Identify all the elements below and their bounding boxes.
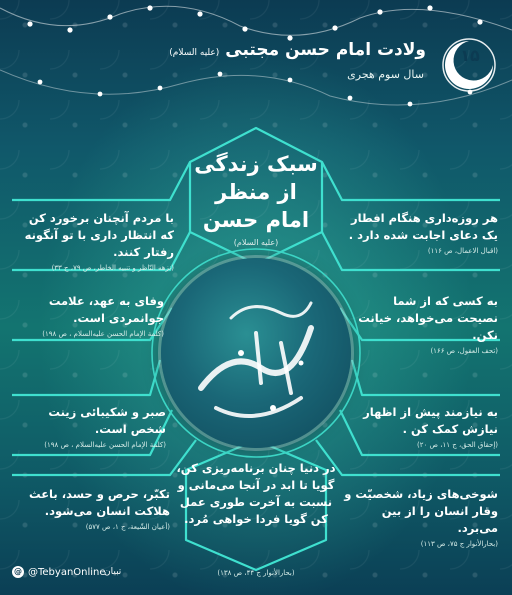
quote-text: وفای به عهد، علامت جوانمردی است. — [48, 294, 164, 325]
handle-text: @TebyanOnline — [28, 566, 106, 578]
quote-source: (تحف العقول، ص ۱۶۶) — [430, 347, 498, 355]
center-title-line2: از منظر — [215, 180, 297, 204]
quote-source: (اقبال الاعمال، ص ۱۱۶) — [427, 247, 498, 255]
quote-text: به نیازمند پیش از اظهار نیازش کمک کن . — [363, 405, 498, 436]
list-item — [352, 293, 498, 355]
quote-text: صبر و شکیبائی زینت شخص است. — [48, 405, 166, 436]
center-honorific: (علیه السلام) — [233, 238, 279, 247]
title-honorific: (علیه السلام) — [169, 48, 220, 58]
social-handle[interactable] — [12, 566, 106, 578]
center-title — [186, 150, 326, 234]
quote-text: هر روزه‌داری هنگام افطار یک دعای اجابت شده دارد . — [348, 211, 498, 242]
calligraphy-emblem — [161, 258, 351, 448]
calligraphy-art — [161, 258, 351, 448]
quote-text: به کسی که از شما نصیحت می‌خواهد، خیانت نکن. — [358, 294, 498, 342]
brand-logo: تبیان — [104, 567, 122, 577]
quote-source: (کلمة الإمام الحسن علیه‌السلام ، ص ۱۹۸) — [42, 330, 164, 338]
list-item — [16, 210, 174, 272]
quote-text: با مردم آنچنان برخورد کن که انتظار داری با تو آنگونه رفتار کنند. — [24, 211, 174, 259]
quote-source: (إحقاق الحق، ج ۱۱، ص ۲۰) — [417, 441, 498, 449]
page-subtitle: سال سوم هجری — [347, 68, 424, 81]
list-item — [342, 210, 498, 255]
list-item — [360, 404, 498, 449]
center-title-line1: سبک زندگی — [194, 152, 318, 176]
list-item — [16, 293, 164, 338]
title-text: ولادت امام حسن مجتبی — [225, 40, 426, 60]
list-item — [344, 486, 498, 548]
quote-source: (بحارالأنوار ج ۷۵، ص ۱۱۳) — [420, 540, 498, 548]
quote-text: تکبّر، حرص و حسد، باعث هلاکت انسان می‌شود. — [29, 487, 170, 518]
quote-text: شوخی‌های زیاد، شخصیّت و وقار انسان را از بین می‌برد. — [344, 487, 498, 535]
bottom-quote-source: (بحارالأنوار ج ۴۴، ص ۱۳۸) — [217, 569, 295, 577]
quote-source: (أعیان الشّیعة، ج ۱، ص ۵۷۷) — [85, 523, 170, 531]
list-item — [16, 404, 166, 449]
quote-source: (نزهه النّاظر و تنبیه الخاطر، ص ۷۹، ح ۳۳) — [51, 264, 174, 272]
list-item — [16, 486, 170, 531]
quote-source: (کلمة الإمام الحسن علیه‌السلام ، ص ۱۹۸) — [44, 441, 166, 449]
badge-number: ۱۵ — [460, 46, 480, 65]
at-sign-icon: @ — [14, 567, 22, 576]
center-title-line3: امام حسن — [202, 208, 310, 232]
bottom-quote: در دنیا چنان برنامه‌ریزی کن، گویا تا ابد در آنجا می‌مانی و نسبت به آخرت طوری عمل کن گویا فردا خواهی مُرد. — [176, 461, 336, 526]
